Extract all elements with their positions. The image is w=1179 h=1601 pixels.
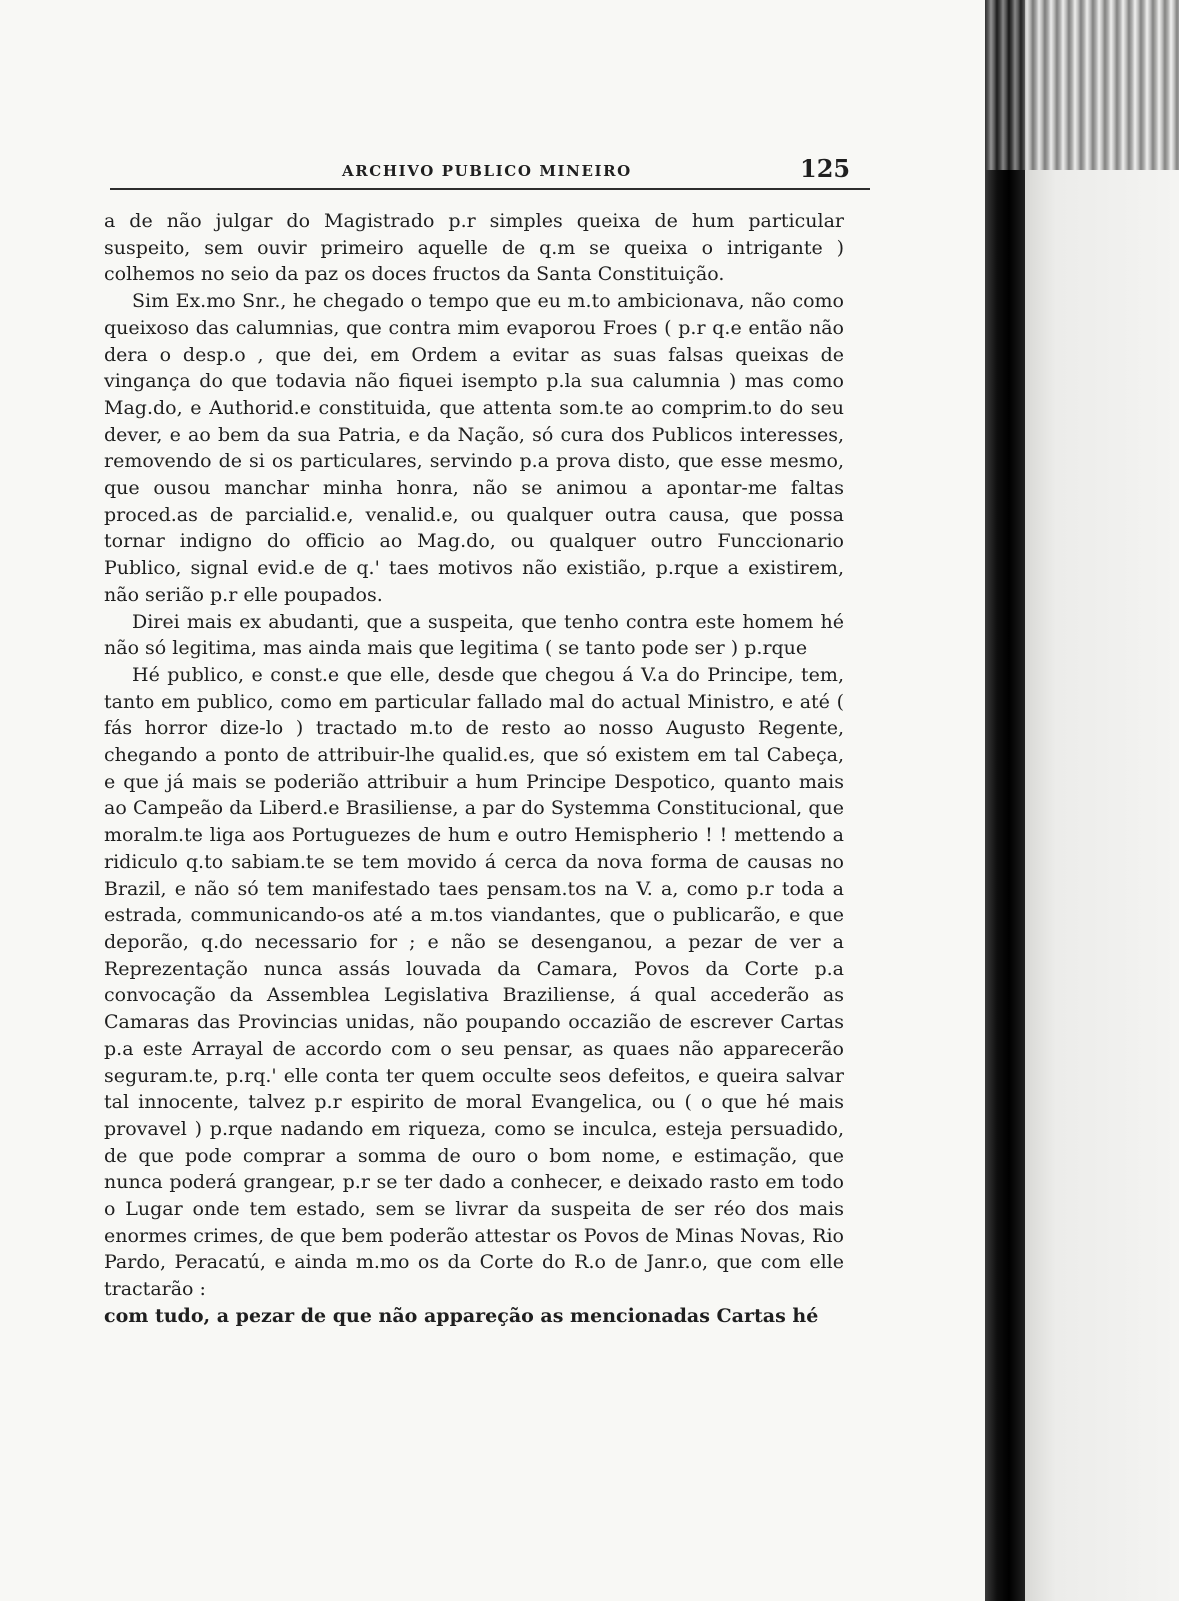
page-header — [110, 150, 870, 194]
paragraph: Hé publico, e const.e que elle, desde que chegou á V.a do Principe, tem, tanto em publico, como em particular fallado mal do actual Ministro, e até ( fás horror dize-lo ) tractado m.to de resto ao nosso Augusto Regente, chegando a ponto de attribuir-lhe qualid.es, que só existem em tal Cabeça, e que já mais se poderião attribuir a hum Principe Despotico, quanto mais ao Campeão da Liberd.e Brasiliense, a par do Systemma Constitucional, que moralm.te liga aos Portuguezes de hum e outro Hemispherio ! ! mettendo a ridiculo q.to sabiam.te se tem movido á cerca da nova forma de causas no Brazil, e não só tem manifestado taes pensam.tos na V. a, como p.r toda a estrada, communicando-os até a m.tos viandantes, que o publicarão, e que deporão, q.do necessario for ; e não se desenganou, a pezar de ver a Reprezentação nunca assás louvada da Camara, Povos da Corte p.a convocação da Assemblea Legislativa Braziliense, á qual accederão as Camaras das Provincias unidas, não poupando occazião de escrever Cartas p.a este Arrayal de accordo com o seu pensar, as quaes não apparecerão seguram.te, p.rq.' elle conta ter quem occulte seos defeitos, e queira salvar tal innocente, talvez p.r espirito de moral Evangelica, ou ( o que hé mais provavel ) p.rque nadando em riqueza, como se inculca, esteja persuadido, de que pode comprar a somma de ouro o bom nome, e estimação, que nunca poderá grangear, p.r se ter dado a conhecer, e deixado rasto em todo o Lugar onde tem estado, sem se livrar da suspeita de ser réo dos mais enormes crimes, de que bem poderão attestar os Povos de Minas Novas, Rio Pardo, Peracatú, e ainda m.mo os da Corte do R.o de Janr.o, que com elle tractarão : — [104, 663, 844, 1301]
book-spine — [985, 0, 1025, 1601]
paragraph: a de não julgar do Magistrado p.r simples queixa de hum particular suspeito, sem ouvir primeiro aquelle de q.m se queixa o intrigante ) colhemos no seio da paz os doces fructos da Santa Constituição. — [104, 210, 844, 286]
facing-page-edge — [1025, 0, 1179, 1601]
running-title: ARCHIVO PUBLICO MINEIRO — [342, 162, 632, 180]
paragraph-continuation: com tudo, a pezar de que não appareção as mencionadas Cartas hé — [104, 1304, 819, 1327]
header-rule — [110, 188, 870, 190]
page-number: 125 — [800, 154, 851, 183]
spine-scan-noise — [985, 0, 1179, 170]
paragraph: Sim Ex.mo Snr., he chegado o tempo que eu m.to ambicionava, não como queixoso das calumnias, que contra mim evaporou Froes ( p.r q.e então não dera o desp.o , que dei, em Ordem a evitar as suas falsas queixas de vingança do que todavia não fiquei isempto p.la sua calumnia ) mas como Mag.do, e Authorid.e constituida, que attenta som.te ao comprim.to do seu dever, e ao bem da sua Patria, e da Nação, só cura dos Publicos interesses, removendo de si os particulares, servindo p.a prova disto, que esse mesmo, que ousou manchar minha honra, não se animou a apontar-me faltas proced.as de parcialid.e, venalid.e, ou qualquer outra causa, que possa tornar indigno do officio ao Mag.do, ou qualquer outro Funccionario Publico, signal evid.e de q.' taes motivos não existião, p.rque a existirem, não serião p.r elle poupados. — [104, 290, 844, 606]
body-text — [104, 208, 844, 1330]
paragraph: Direi mais ex abudanti, que a suspeita, que tenho contra este homem hé não só legitima, mas ainda mais que legitima ( se tanto pode ser ) p.rque — [104, 610, 844, 660]
